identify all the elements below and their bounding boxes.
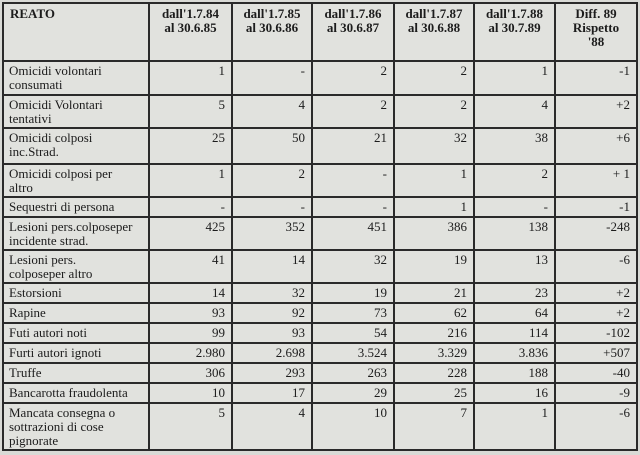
table-row bbox=[3, 383, 637, 403]
crime-type-cell bbox=[3, 363, 149, 383]
crime-type-line: Sequestri di persona bbox=[9, 199, 115, 214]
value-cell: 32 bbox=[312, 250, 394, 283]
crime-type-line: incidente strad. bbox=[9, 233, 89, 248]
table-row bbox=[3, 403, 637, 450]
value-cell: - bbox=[312, 164, 394, 197]
value-cell: 19 bbox=[312, 283, 394, 303]
value-cell: 2.980 bbox=[149, 343, 232, 363]
value-cell: - bbox=[232, 61, 312, 95]
crime-type-line: Mancata consegna o bbox=[9, 405, 116, 420]
table-row bbox=[3, 217, 637, 250]
header-line: al 30.7.89 bbox=[488, 20, 541, 35]
value-cell: 92 bbox=[232, 303, 312, 323]
value-cell: 3.836 bbox=[474, 343, 555, 363]
value-cell: 5 bbox=[149, 403, 232, 450]
value-cell: 32 bbox=[232, 283, 312, 303]
value-cell: 21 bbox=[394, 283, 474, 303]
value-cell: 32 bbox=[394, 128, 474, 164]
crime-type-line: Lesioni pers.colposeper bbox=[9, 219, 133, 234]
header-line: '88 bbox=[587, 34, 605, 49]
value-cell: 10 bbox=[149, 383, 232, 403]
value-cell: 14 bbox=[149, 283, 232, 303]
crime-type-cell bbox=[3, 128, 149, 164]
value-cell: 62 bbox=[394, 303, 474, 323]
table-row bbox=[3, 197, 637, 217]
crime-type-line: colposeper altro bbox=[9, 266, 93, 281]
header-line: dall'1.7.85 bbox=[243, 6, 301, 21]
value-cell: 2 bbox=[394, 95, 474, 128]
crime-type-line: Omicidi colposi per bbox=[9, 166, 113, 181]
value-cell: 13 bbox=[474, 250, 555, 283]
crime-type-cell bbox=[3, 61, 149, 95]
crime-type-cell bbox=[3, 383, 149, 403]
column-header-period-1985-86 bbox=[232, 3, 312, 61]
difference-cell: +2 bbox=[555, 95, 637, 128]
header-line: al 30.6.86 bbox=[245, 20, 299, 35]
value-cell: 451 bbox=[312, 217, 394, 250]
crime-type-cell bbox=[3, 343, 149, 363]
value-cell: 228 bbox=[394, 363, 474, 383]
value-cell: - bbox=[149, 197, 232, 217]
value-cell: 306 bbox=[149, 363, 232, 383]
crime-type-line: Omicidi volontari bbox=[9, 63, 102, 78]
difference-cell: +6 bbox=[555, 128, 637, 164]
value-cell: 352 bbox=[232, 217, 312, 250]
header-line: dall'1.7.86 bbox=[324, 6, 382, 21]
value-cell: 1 bbox=[474, 61, 555, 95]
value-cell: 263 bbox=[312, 363, 394, 383]
crime-type-line: Bancarotta fraudolenta bbox=[9, 385, 128, 400]
value-cell: - bbox=[232, 197, 312, 217]
difference-cell: -6 bbox=[555, 250, 637, 283]
value-cell: 2 bbox=[312, 61, 394, 95]
header-line: al 30.6.88 bbox=[407, 20, 461, 35]
crime-type-line: sottrazioni di cose bbox=[9, 419, 104, 434]
value-cell: 54 bbox=[312, 323, 394, 343]
difference-cell: + 1 bbox=[555, 164, 637, 197]
crime-type-line: Omicidi colposi bbox=[9, 130, 93, 145]
difference-cell: +2 bbox=[555, 303, 637, 323]
header-line: dall'1.7.84 bbox=[161, 6, 220, 21]
header-row bbox=[3, 3, 637, 61]
difference-cell: -1 bbox=[555, 61, 637, 95]
column-header-reato bbox=[3, 3, 149, 61]
value-cell: 25 bbox=[394, 383, 474, 403]
value-cell: 29 bbox=[312, 383, 394, 403]
crime-type-line: pignorate bbox=[9, 433, 59, 448]
value-cell: 50 bbox=[232, 128, 312, 164]
value-cell: 3.329 bbox=[394, 343, 474, 363]
crime-type-cell bbox=[3, 217, 149, 250]
value-cell: 425 bbox=[149, 217, 232, 250]
value-cell: 5 bbox=[149, 95, 232, 128]
header-line: Rispetto bbox=[572, 20, 620, 35]
value-cell: 138 bbox=[474, 217, 555, 250]
value-cell: 2 bbox=[232, 164, 312, 197]
value-cell: 386 bbox=[394, 217, 474, 250]
column-header-period-1987-88 bbox=[394, 3, 474, 61]
column-header-difference bbox=[555, 3, 637, 61]
header-line: REATO bbox=[10, 6, 56, 21]
crime-type-cell bbox=[3, 197, 149, 217]
value-cell: 10 bbox=[312, 403, 394, 450]
difference-cell: -102 bbox=[555, 323, 637, 343]
table-row bbox=[3, 95, 637, 128]
header-line: al 30.6.87 bbox=[326, 20, 380, 35]
header-line: al 30.6.85 bbox=[164, 20, 217, 35]
value-cell: 2 bbox=[394, 61, 474, 95]
header-line: Diff. 89 bbox=[575, 6, 617, 21]
crime-type-line: tentativi bbox=[9, 111, 52, 126]
value-cell: 93 bbox=[149, 303, 232, 323]
crime-type-cell bbox=[3, 323, 149, 343]
table-row bbox=[3, 61, 637, 95]
table-row bbox=[3, 343, 637, 363]
value-cell: 7 bbox=[394, 403, 474, 450]
header-line: dall'1.7.88 bbox=[485, 6, 544, 21]
table-body bbox=[3, 61, 637, 450]
table-row bbox=[3, 303, 637, 323]
value-cell: 41 bbox=[149, 250, 232, 283]
crime-type-cell bbox=[3, 303, 149, 323]
crime-type-cell bbox=[3, 95, 149, 128]
value-cell: 19 bbox=[394, 250, 474, 283]
value-cell: 16 bbox=[474, 383, 555, 403]
value-cell: 188 bbox=[474, 363, 555, 383]
value-cell: 1 bbox=[394, 164, 474, 197]
value-cell: 1 bbox=[149, 164, 232, 197]
value-cell: 1 bbox=[394, 197, 474, 217]
value-cell: 1 bbox=[474, 403, 555, 450]
value-cell: - bbox=[312, 197, 394, 217]
table-row bbox=[3, 164, 637, 197]
value-cell: 73 bbox=[312, 303, 394, 323]
value-cell: 216 bbox=[394, 323, 474, 343]
value-cell: 114 bbox=[474, 323, 555, 343]
table-row bbox=[3, 323, 637, 343]
difference-cell: -9 bbox=[555, 383, 637, 403]
value-cell: 2 bbox=[474, 164, 555, 197]
value-cell: 25 bbox=[149, 128, 232, 164]
crime-type-cell bbox=[3, 403, 149, 450]
crime-type-line: inc.Strad. bbox=[9, 144, 59, 159]
crime-type-line: Omicidi Volontari bbox=[9, 97, 103, 112]
table-row bbox=[3, 283, 637, 303]
crime-type-line: Lesioni pers. bbox=[9, 252, 77, 267]
crime-statistics-table bbox=[2, 2, 638, 451]
difference-cell: +2 bbox=[555, 283, 637, 303]
crime-type-line: Futi autori noti bbox=[9, 325, 87, 340]
difference-cell: -1 bbox=[555, 197, 637, 217]
column-header-period-1986-87 bbox=[312, 3, 394, 61]
value-cell: 93 bbox=[232, 323, 312, 343]
value-cell: - bbox=[474, 197, 555, 217]
value-cell: 38 bbox=[474, 128, 555, 164]
value-cell: 2 bbox=[312, 95, 394, 128]
crime-type-line: Estorsioni bbox=[9, 285, 62, 300]
value-cell: 64 bbox=[474, 303, 555, 323]
value-cell: 21 bbox=[312, 128, 394, 164]
value-cell: 99 bbox=[149, 323, 232, 343]
crime-type-line: Truffe bbox=[9, 365, 42, 380]
value-cell: 4 bbox=[232, 95, 312, 128]
crime-statistics-page bbox=[2, 2, 636, 452]
value-cell: 2.698 bbox=[232, 343, 312, 363]
value-cell: 14 bbox=[232, 250, 312, 283]
table-row bbox=[3, 128, 637, 164]
difference-cell: -6 bbox=[555, 403, 637, 450]
column-header-period-1984-85 bbox=[149, 3, 232, 61]
value-cell: 4 bbox=[232, 403, 312, 450]
crime-type-cell bbox=[3, 164, 149, 197]
crime-type-line: altro bbox=[9, 180, 33, 195]
value-cell: 23 bbox=[474, 283, 555, 303]
table-row bbox=[3, 363, 637, 383]
crime-type-cell bbox=[3, 283, 149, 303]
crime-type-line: Furti autori ignoti bbox=[9, 345, 102, 360]
crime-type-line: consumati bbox=[9, 77, 63, 92]
crime-type-line: Rapine bbox=[9, 305, 46, 320]
difference-cell: -248 bbox=[555, 217, 637, 250]
header-line: dall'1.7.87 bbox=[405, 6, 463, 21]
value-cell: 17 bbox=[232, 383, 312, 403]
difference-cell: -40 bbox=[555, 363, 637, 383]
crime-type-cell bbox=[3, 250, 149, 283]
column-header-period-1988-89 bbox=[474, 3, 555, 61]
value-cell: 1 bbox=[149, 61, 232, 95]
difference-cell: +507 bbox=[555, 343, 637, 363]
value-cell: 293 bbox=[232, 363, 312, 383]
value-cell: 3.524 bbox=[312, 343, 394, 363]
value-cell: 4 bbox=[474, 95, 555, 128]
table-row bbox=[3, 250, 637, 283]
